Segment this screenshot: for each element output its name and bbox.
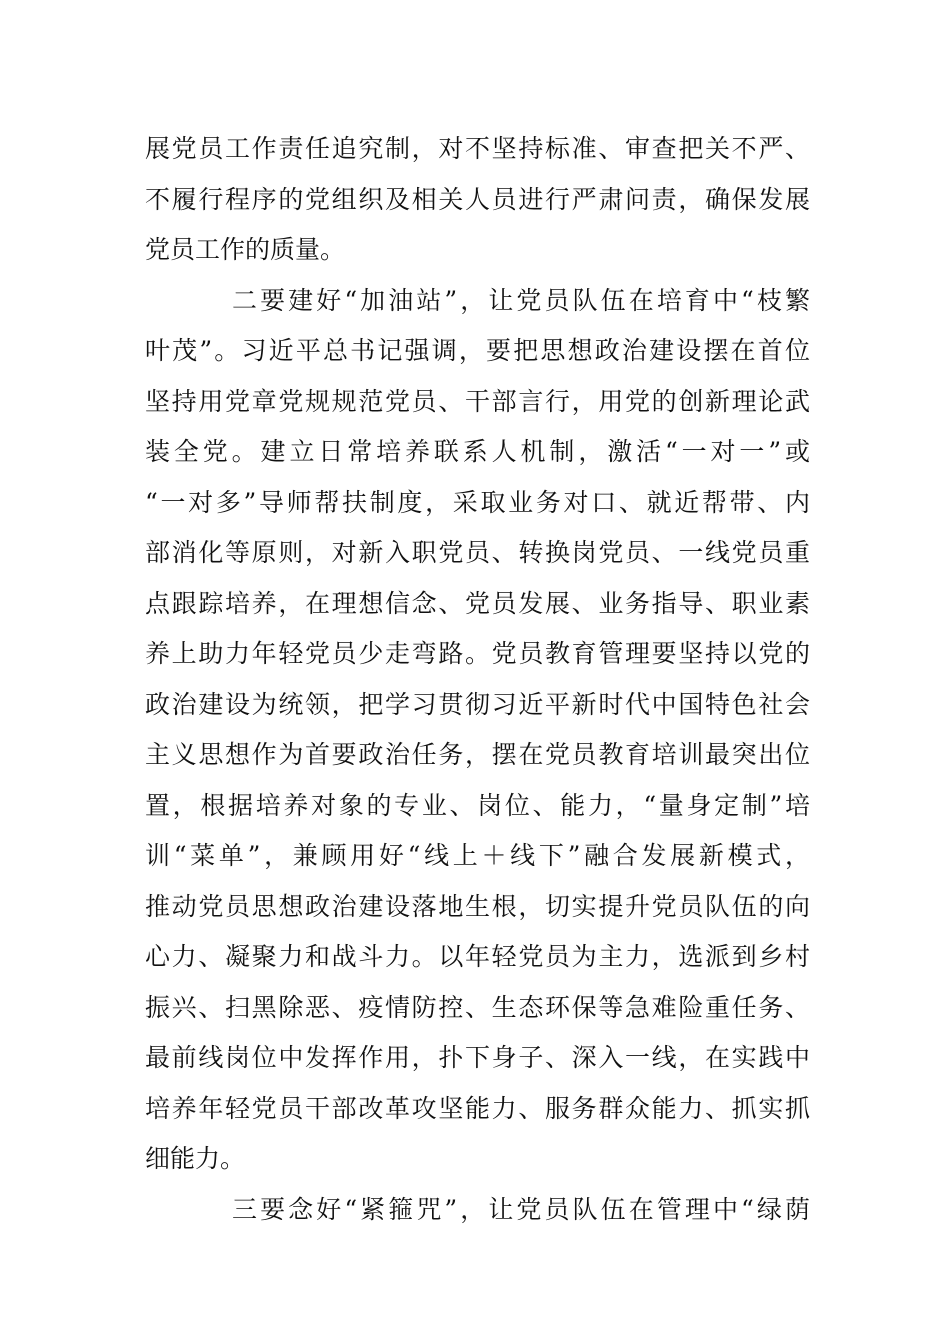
text-line: 振兴、扫黑除恶、疫情防控、生态环保等急难险重任务、 bbox=[145, 992, 810, 1022]
text-line: 二要建好“加油站”，让党员队伍在培育中“枝繁 bbox=[232, 285, 810, 315]
text-line: 党员工作的质量。 bbox=[145, 235, 346, 264]
text-line: 推动党员思想政治建设落地生根，切实提升党员队伍的向 bbox=[145, 891, 810, 921]
text-line: 点跟踪培养，在理想信念、党员发展、业务指导、职业素 bbox=[145, 588, 810, 618]
paragraph-1 bbox=[145, 124, 810, 276]
text-line: 训“菜单”，兼顾用好“线上＋线下”融合发展新模式， bbox=[145, 841, 810, 870]
text-line: 心力、凝聚力和战斗力。以年轻党员为主力，选派到乡村 bbox=[145, 942, 810, 971]
text-line: 三要念好“紧箍咒”，让党员队伍在管理中“绿荫 bbox=[232, 1194, 810, 1224]
text-line: 细能力。 bbox=[145, 1144, 246, 1173]
text-line: 培养年轻党员干部改革攻坚能力、服务群众能力、抓实抓 bbox=[145, 1093, 810, 1123]
text-line: 装全党。建立日常培养联系人机制，激活“一对一”或 bbox=[145, 437, 810, 466]
text-line: 主义思想作为首要政治任务，摆在党员教育培训最突出位 bbox=[145, 740, 810, 769]
text-line: 坚持用党章党规规范党员、干部言行，用党的创新理论武 bbox=[145, 386, 810, 416]
text-line: “一对多”导师帮扶制度，采取业务对口、就近帮带、内 bbox=[145, 487, 810, 517]
text-line: 不履行程序的党组织及相关人员进行严肃问责，确保发展 bbox=[145, 184, 810, 214]
paragraph-2 bbox=[145, 276, 810, 1185]
document-body bbox=[145, 124, 810, 1235]
paragraph-3 bbox=[145, 1185, 810, 1236]
text-line: 政治建设为统领，把学习贯彻习近平新时代中国特色社会 bbox=[145, 689, 810, 719]
text-line: 部消化等原则，对新入职党员、转换岗党员、一线党员重 bbox=[145, 538, 810, 567]
text-line: 置，根据培养对象的专业、岗位、能力，“量身定制”培 bbox=[145, 790, 810, 820]
text-line: 叶茂”。习近平总书记强调，要把思想政治建设摆在首位 bbox=[145, 336, 810, 365]
text-line: 养上助力年轻党员少走弯路。党员教育管理要坚持以党的 bbox=[145, 639, 810, 668]
text-line: 展党员工作责任追究制，对不坚持标准、审查把关不严、 bbox=[145, 134, 810, 163]
text-line: 最前线岗位中发挥作用，扑下身子、深入一线，在实践中 bbox=[145, 1043, 810, 1072]
